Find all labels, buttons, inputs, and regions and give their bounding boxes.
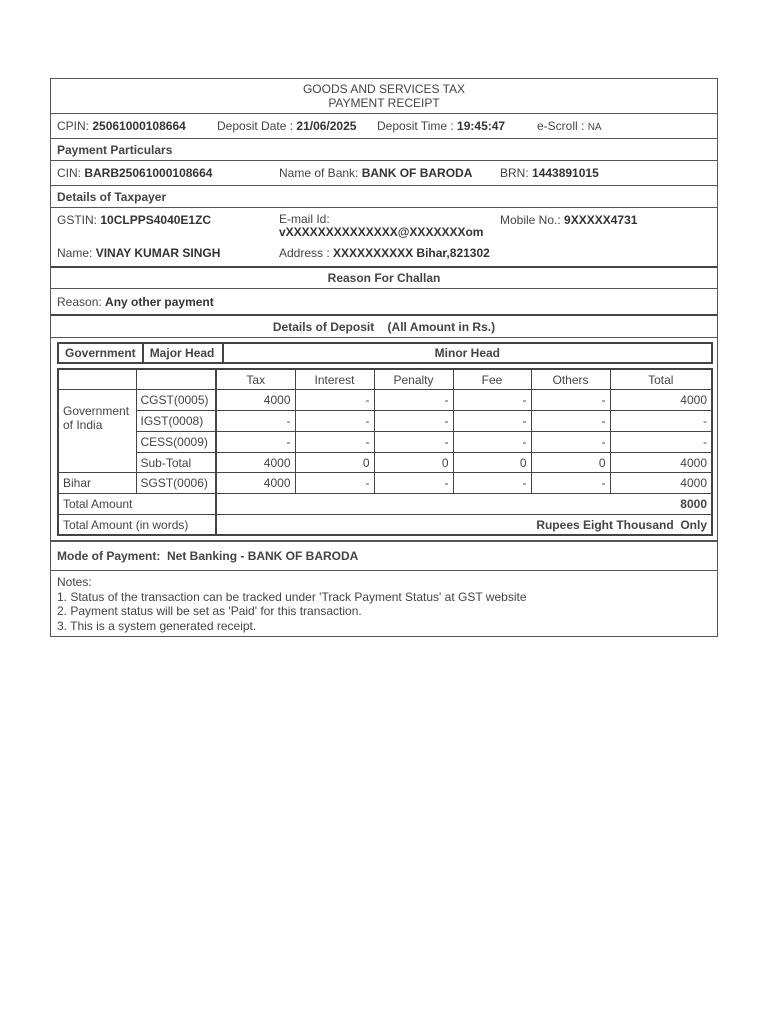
title-line-1: GOODS AND SERVICES TAX [302,82,466,96]
state-row [58,473,712,494]
deposit-table [57,368,713,536]
bank-field [279,166,472,180]
payment-particulars-heading: Payment Particulars [51,139,717,161]
name-value: VINAY KUMAR SINGH [95,246,221,260]
bank-label: Name of Bank: [279,166,359,180]
mobile-field [500,213,637,227]
address-label: Address : [279,246,330,260]
value-cell: - [295,473,374,494]
email-label: E-mail Id: [279,212,330,226]
deposit-time-value: 19:45:47 [457,119,506,133]
value-cell: - [531,431,610,452]
col-fee: Fee [453,369,531,390]
total-words-label: Total Amount (in words) [58,515,216,536]
value-cell: 0 [531,452,610,473]
taxpayer-heading: Details of Taxpayer [51,186,717,208]
major-head: IGST(0008) [136,411,216,432]
mobile-value: 9XXXXX4731 [564,213,638,227]
notes [51,571,717,636]
table-row [58,411,712,432]
brn-value: 1443891015 [532,166,599,180]
col-interest: Interest [295,369,374,390]
value-cell: - [531,411,610,432]
deposit-header-table [57,342,713,364]
col-minor-head: Minor Head [223,343,712,363]
escroll-field [537,119,602,133]
reason-heading: Reason For Challan [51,268,717,289]
payment-particulars-row [51,161,717,186]
value-cell: 0 [295,452,374,473]
email-value: vXXXXXXXXXXXXXX@XXXXXXXom [279,225,484,239]
total-amount-label: Total Amount [58,494,216,515]
value-cell: - [295,411,374,432]
value-cell: - [374,411,453,432]
value-cell: - [216,411,295,432]
taxpayer-details [51,208,717,268]
gstin-field [57,213,211,227]
value-cell: 4000 [216,390,295,411]
major-head: Sub-Total [136,452,216,473]
address-value: XXXXXXXXXX Bihar,821302 [333,246,490,260]
cin-label: CIN: [57,166,81,180]
blank-cell [136,369,216,390]
mode-of-payment-row [51,541,717,571]
cpin-field [57,119,186,133]
value-cell: 4000 [216,473,295,494]
value-cell: - [295,390,374,411]
deposit-time-label: Deposit Time : [377,119,454,133]
value-cell: 4000 [610,390,712,411]
value-cell: - [453,473,531,494]
government-of-india: Government of India [58,390,136,473]
mobile-label: Mobile No.: [500,213,561,227]
deposit-time-field [377,119,505,133]
total-amount-row [58,494,712,515]
cin-field [57,166,212,180]
cpin-row [51,114,717,139]
total-amount-value: 8000 [216,494,712,515]
receipt-title [51,79,717,114]
name-label: Name: [57,246,93,260]
value-cell: - [295,431,374,452]
table-row [58,431,712,452]
table-row [58,390,712,411]
value-cell: - [374,390,453,411]
value-cell: - [374,431,453,452]
blank-cell [58,369,136,390]
value-cell: 0 [453,452,531,473]
mode-of-payment-value: Net Banking - BANK OF BARODA [167,549,359,564]
col-tax: Tax [216,369,295,390]
escroll-value: NA [587,122,602,133]
gstin-value: 10CLPPS4040E1ZC [100,213,212,227]
brn-field [500,166,599,180]
reason-value: Any other payment [105,294,214,309]
escroll-label: e-Scroll : [537,119,585,133]
value-cell: - [610,431,712,452]
value-cell: 4000 [610,473,712,494]
note-item: 1. Status of the transaction can be tracked under 'Track Payment Status' at GST website [57,589,527,604]
col-others: Others [531,369,610,390]
major-head: SGST(0006) [136,473,216,494]
note-item: 2. Payment status will be set as 'Paid' for this transaction. [57,604,362,619]
value-cell: - [374,473,453,494]
value-cell: - [216,431,295,452]
address-field [279,246,490,260]
minor-head-header-row [58,369,712,390]
total-words-row [58,515,712,536]
deposit-date-label: Deposit Date : [217,119,294,133]
payment-receipt [50,78,718,637]
value-cell: - [610,411,712,432]
reason-row [51,289,717,316]
bank-value: BANK OF BARODA [361,166,473,180]
name-field [57,246,220,260]
state-name: Bihar [58,473,136,494]
major-head: CESS(0009) [136,431,216,452]
col-total: Total [610,369,712,390]
gstin-label: GSTIN: [57,213,98,227]
deposit-date-field [217,119,356,133]
col-government: Government [58,343,143,363]
value-cell: - [453,390,531,411]
deposit-date-value: 21/06/2025 [296,119,357,133]
col-penalty: Penalty [374,369,453,390]
deposit-section [51,342,717,541]
value-cell: - [531,390,610,411]
notes-heading: Notes: [57,575,92,590]
col-major-head: Major Head [143,343,223,363]
deposit-heading: Details of Deposit (All Amount in Rs.) [51,316,717,338]
email-field [279,213,483,239]
cin-value: BARB25061000108664 [84,166,213,180]
value-cell: - [531,473,610,494]
reason-label: Reason: [57,294,102,309]
title-line-2: PAYMENT RECEIPT [328,96,440,110]
total-words-value: Rupees Eight Thousand Only [216,515,712,536]
mode-of-payment-label: Mode of Payment: [57,549,161,564]
value-cell: 4000 [216,452,295,473]
note-item: 3. This is a system generated receipt. [57,618,257,633]
value-cell: - [453,431,531,452]
cpin-value: 25061000108664 [92,119,186,133]
brn-label: BRN: [500,166,529,180]
value-cell: 0 [374,452,453,473]
value-cell: - [453,411,531,432]
value-cell: 4000 [610,452,712,473]
cpin-label: CPIN: [57,119,90,133]
major-head: CGST(0005) [136,390,216,411]
subtotal-row [58,452,712,473]
